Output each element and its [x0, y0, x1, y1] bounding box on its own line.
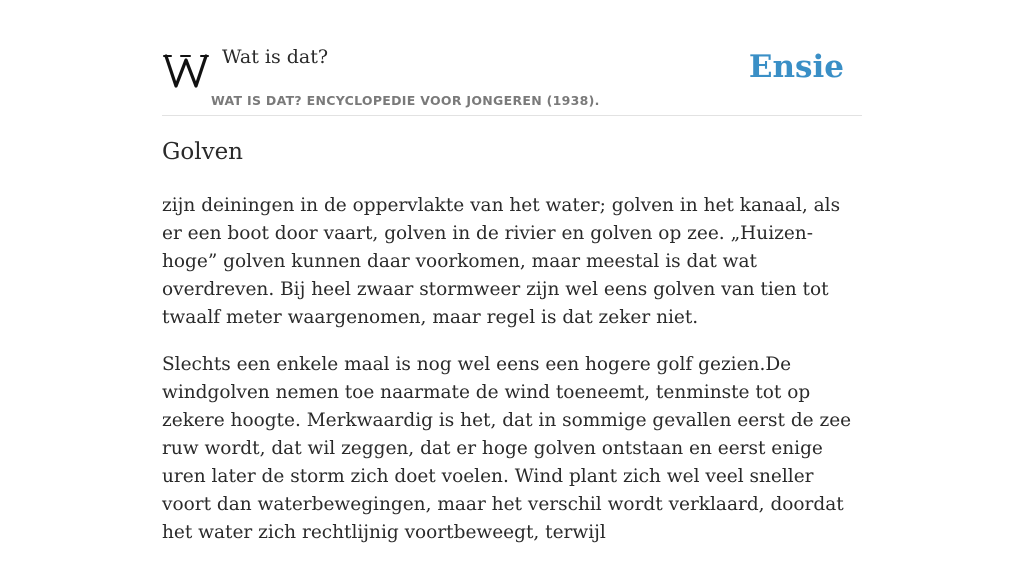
- book-subtitle: WAT IS DAT? ENCYCLOPEDIE VOOR JONGEREN (1938).: [211, 93, 600, 108]
- book-title[interactable]: Wat is dat?: [222, 46, 329, 68]
- header: [162, 40, 862, 116]
- article-paragraph: Slechts een enkele maal is nog wel eens een hogere golf gezien.De windgolven nemen toe naarmate de wind toeneemt, tenminste tot op zekere hoogte. Merkwaardig is het, dat in sommige gevallen eerst de zee ruw wordt, dat wil zeggen, dat er hoge golven ontstaan en eerst enige uren later de storm zich doet voelen. Wind plant zich wel veel sneller voort dan waterbewegingen, maar het verschil wordt verklaard, doordat het water zich rechtlijnig voortbeweegt, terwijl: [162, 354, 852, 543]
- brand-logo[interactable]: Ensie: [748, 49, 844, 85]
- page-title: Golven: [162, 139, 243, 165]
- article-paragraph: zijn deiningen in de oppervlakte van het water; golven in het kanaal, als er een boot door vaart, golven in de rivier en golven op zee. „Huizen-hoge” golven kunnen daar voorkomen, maar meestal is dat wat overdreven. Bij heel zwaar stormweer zijn wel eens golven van tien tot twaalf meter waargenomen, maar regel is dat zeker niet.: [162, 195, 841, 328]
- wikipedia-w-icon[interactable]: [164, 52, 208, 90]
- article-body: [162, 192, 862, 566]
